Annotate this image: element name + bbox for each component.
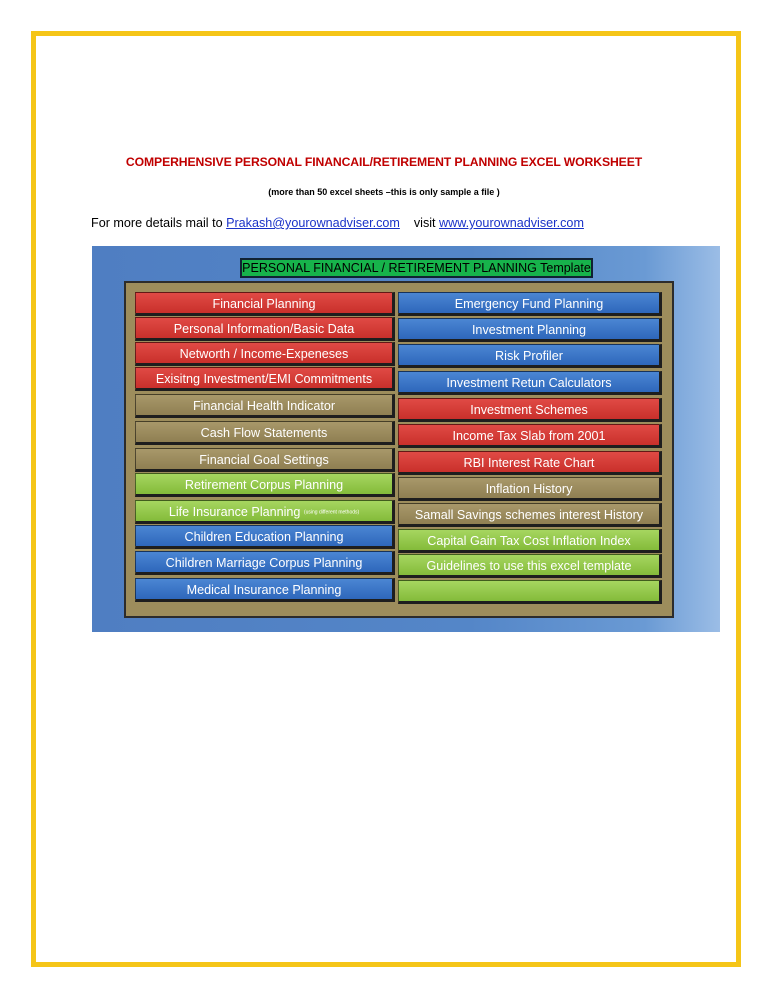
btn-investment-return-calculators[interactable]: Investment Retun Calculators <box>398 371 662 395</box>
email-link[interactable]: Prakash@yourownadviser.com <box>226 216 400 230</box>
btn-retirement-corpus[interactable]: Retirement Corpus Planning <box>135 473 395 497</box>
btn-small-savings-history[interactable]: Samall Savings schemes interest History <box>398 503 662 527</box>
btn-networth-income[interactable]: Networth / Income-Expeneses <box>135 342 395 366</box>
life-insurance-note: (using different methods) <box>303 509 360 516</box>
btn-capital-gain-tax[interactable]: Capital Gain Tax Cost Inflation Index <box>398 529 662 553</box>
btn-existing-investment[interactable]: Exisitng Investment/EMI Commitments <box>135 367 395 391</box>
btn-income-tax-slab[interactable]: Income Tax Slab from 2001 <box>398 424 662 448</box>
btn-guidelines[interactable]: Guidelines to use this excel template <box>398 554 662 578</box>
btn-investment-schemes[interactable]: Investment Schemes <box>398 398 662 422</box>
btn-personal-information[interactable]: Personal Information/Basic Data <box>135 317 395 341</box>
btn-inflation-history[interactable]: Inflation History <box>398 477 662 501</box>
contact-prefix: For more details mail to <box>91 216 227 230</box>
btn-emergency-fund[interactable]: Emergency Fund Planning <box>398 292 662 316</box>
website-link[interactable]: www.yourownadviser.com <box>439 216 584 230</box>
contact-line <box>91 216 584 230</box>
btn-investment-planning[interactable]: Investment Planning <box>398 318 662 342</box>
template-title: PERSONAL FINANCIAL / RETIREMENT PLANNING Template <box>240 258 593 278</box>
btn-financial-goal[interactable]: Financial Goal Settings <box>135 448 395 472</box>
btn-financial-planning[interactable]: Financial Planning <box>135 292 395 316</box>
page-subtitle: (more than 50 excel sheets –this is only sample a file ) <box>268 187 500 197</box>
visit-label: visit <box>413 216 440 230</box>
btn-medical-insurance[interactable]: Medical Insurance Planning <box>135 578 395 602</box>
btn-life-insurance[interactable]: Life Insurance Planning (using different methods) <box>135 500 395 524</box>
btn-rbi-interest-rate[interactable]: RBI Interest Rate Chart <box>398 451 662 475</box>
btn-risk-profiler[interactable]: Risk Profiler <box>398 344 662 368</box>
btn-empty[interactable] <box>398 580 662 604</box>
page-title: COMPERHENSIVE PERSONAL FINANCAIL/RETIREMENT PLANNING EXCEL WORKSHEET <box>125 155 643 169</box>
btn-children-marriage[interactable]: Children Marriage Corpus Planning <box>135 551 395 575</box>
btn-cash-flow[interactable]: Cash Flow Statements <box>135 421 395 445</box>
btn-children-education[interactable]: Children Education Planning <box>135 525 395 549</box>
btn-financial-health[interactable]: Financial Health Indicator <box>135 394 395 418</box>
